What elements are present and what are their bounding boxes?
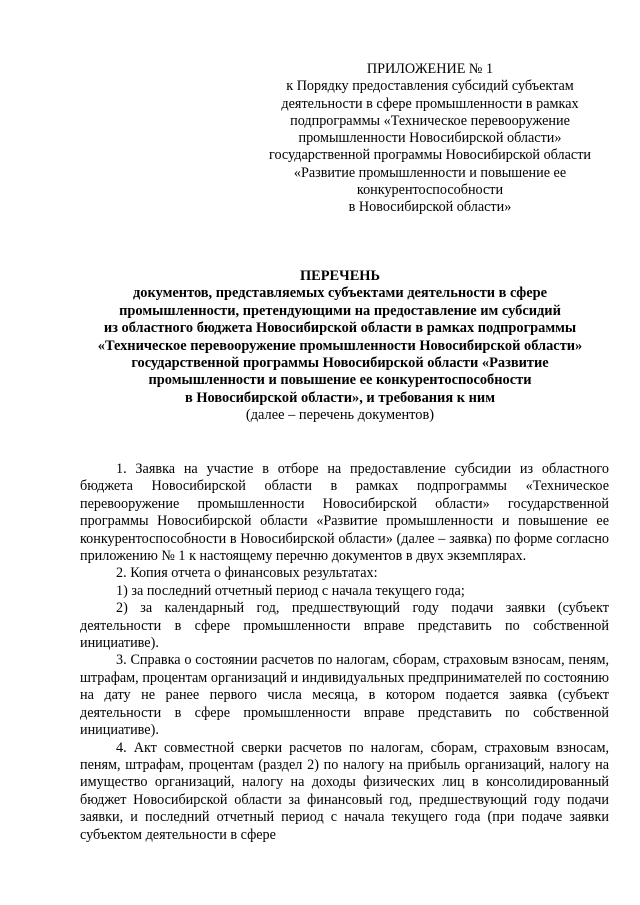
title-line: «Техническое перевооружение промышленности Новосибирской области» bbox=[97, 337, 583, 354]
appendix-line: в Новосибирской области» bbox=[348, 199, 512, 216]
title-line: в Новосибирской области», и требования к ним bbox=[184, 389, 496, 406]
document-title bbox=[70, 268, 610, 425]
paragraph: 3. Справка о состоянии расчетов по налогам, сборам, страховым взносам, пеням, штрафам, процентам организаций и индивидуальных предпринимателей по состоянию на дату не ранее первого числа месяца, в котором подается заявка (субъект деятельности в сфере промышленности вправе представить по собственной инициативе). bbox=[80, 652, 609, 739]
paragraph: 1) за последний отчетный период с начала текущего года; bbox=[116, 582, 465, 599]
appendix-line: подпрограммы «Техническое перевооружение bbox=[290, 112, 570, 129]
paragraph: 2. Копия отчета о финансовых результатах: bbox=[116, 565, 378, 582]
paragraph: 4. Акт совместной сверки расчетов по налогам, сборам, страховым взносам, пеням, штрафам, процентам (раздел 2) по налогу на прибыль организаций, налогу на имущество организаций, налогу на доходы физических лиц в консолидированный бюджет Новосибирской области за финансовый год, предшествующий году подачи заявки, и последний отчетный период с начала текущего года (при подаче заявки субъектом деятельности в сфере bbox=[80, 739, 609, 843]
title-subtitle: (далее – перечень документов) bbox=[245, 407, 435, 424]
appendix-line: к Порядку предоставления субсидий субъектам bbox=[286, 78, 574, 95]
appendix-line: промышленности Новосибирской области» bbox=[298, 130, 562, 147]
title-line: промышленности и повышение ее конкурентоспособности bbox=[148, 372, 532, 389]
title-line: промышленности, претендующими на предоставление им субсидий bbox=[119, 302, 561, 319]
paragraph: 1. Заявка на участие в отборе на предоставление субсидии из областного бюджета Новосибирской области в рамках подпрограммы «Техническое перевооружение промышленности Новосибирской области» государственной программы Новосибирской области «Развитие промышленности и повышение ее конкурентоспособности в Новосибирской области» (далее – заявка) по форме согласно приложению № 1 к настоящему перечню документов в двух экземплярах. bbox=[80, 461, 609, 565]
document-body bbox=[80, 461, 609, 844]
appendix-line: «Развитие промышленности и повышение ее bbox=[293, 164, 567, 181]
title-heading: ПЕРЕЧЕНЬ bbox=[299, 268, 381, 284]
title-line: документов, представляемых субъектами деятельности в сфере bbox=[133, 285, 547, 302]
paragraph: 2) за календарный год, предшествующий году подачи заявки (субъект деятельности в сфере промышленности вправе представить по собственной инициативе). bbox=[80, 600, 609, 652]
title-line: государственной программы Новосибирской области «Развитие bbox=[131, 355, 549, 372]
appendix-line: конкурентоспособности bbox=[356, 182, 504, 199]
title-line: из областного бюджета Новосибирской области в рамках подпрограммы bbox=[103, 320, 577, 337]
appendix-line: деятельности в сфере промышленности в рамках bbox=[281, 95, 579, 112]
appendix-line: государственной программы Новосибирской области bbox=[269, 147, 591, 164]
appendix-header bbox=[250, 61, 610, 217]
appendix-number: ПРИЛОЖЕНИЕ № 1 bbox=[366, 61, 494, 77]
